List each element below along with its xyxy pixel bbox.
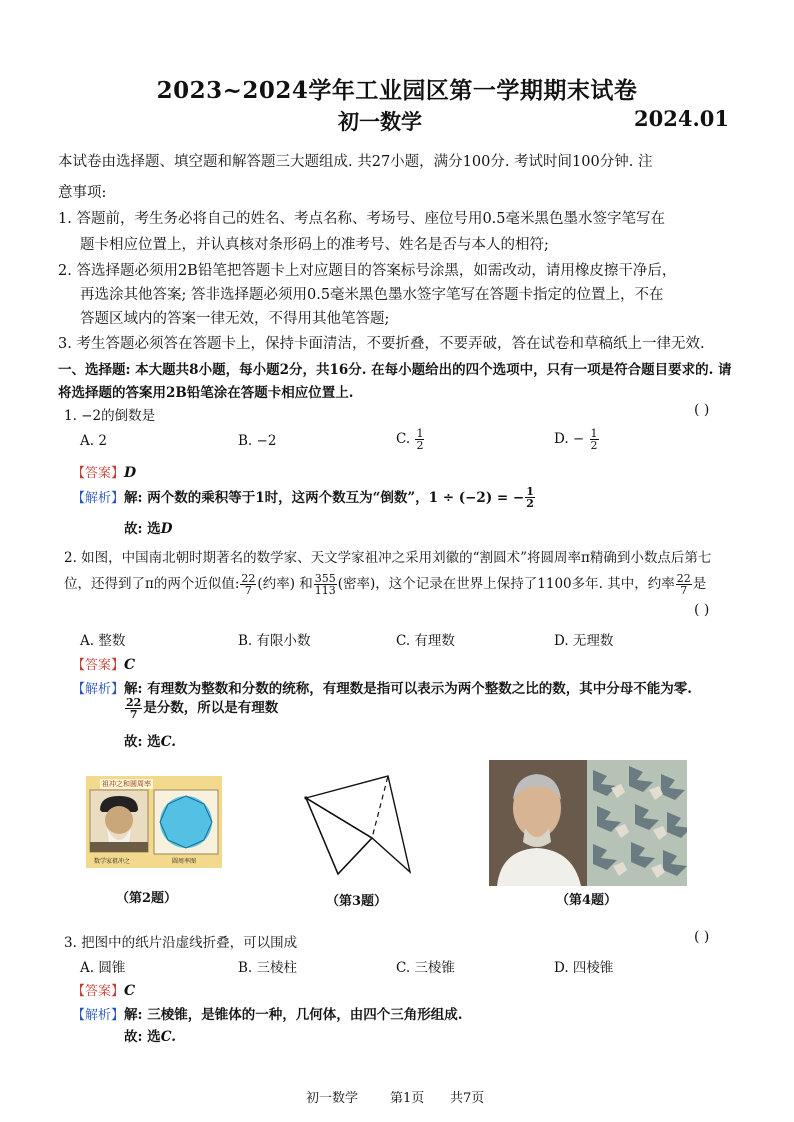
q2-stem-line-2: 位，还得到了π的两个近似值: $\frac{22}{7}$ (约率) 和 $\frac{355}{113}$ (密率)，这个记录在世界上保持了1100多年. 其中，约率 $\frac{22}{7}$ 是 [64,572,707,597]
q2-analysis-conclusion: 故: 选C. [124,734,176,750]
q1-analysis [72,486,536,509]
footer-total-pages: 共7页 [450,1091,485,1106]
q1-option-d [554,428,600,451]
analysis-tag: 【解析】 [72,491,125,506]
q1-analysis-fraction: $\frac{1}{2}$ [526,485,534,510]
section-1-heading-2: 将选择题的答案用2B铅笔涂在答题卡相应位置上. [58,385,354,401]
figure-2-drawing [86,776,222,868]
answer-tag: 【答案】 [72,658,125,673]
q2-analysis [72,677,692,697]
q2-analysis-line-2: $\frac{22}{7}$ 是分数，所以是有理数 [126,696,279,721]
q1-answer-value: D [124,465,137,481]
q2-stem-line-1: 2. 如图，中国南北朝时期著名的数学家、天文学家祖冲之采用刘徽的“割圆术”将圆周率π精确到小数点后第七 [64,550,712,566]
q2-analysis-fraction: $\frac{22}{7}$ [126,696,142,721]
answer-tag: 【答案】 [72,984,125,999]
section-1-heading: 一、选择题: 本大题共8小题，每小题2分，共16分. 在每小题给出的四个选项中，只有一项是符合题目要求的. 请 [58,362,732,378]
q2-analysis-text: 解: 有理数为整数和分数的统称，有理数是指可以表示为两个整数之比的数，其中分母不能为零. [124,681,692,697]
q3-answer [72,980,135,999]
q2-fraction-22-7-b: $\frac{22}{7}$ [676,572,691,597]
q2-answer-paren: ( ) [694,602,710,618]
q1-option-d-fraction: $\frac{1}{2}$ [590,427,598,452]
q1-analysis-conclusion: 故: 选D [124,521,173,537]
q3-analysis-conclusion: 故: 选C. [124,1029,176,1045]
instruction-item-1b: 题卡相应位置上，并认真核对条形码上的准考号、姓名是否与本人的相符; [80,237,549,253]
q3-stem: 3. 把图中的纸片沿虚线折叠，可以围成 [64,935,298,951]
q3-option-a: A. 圆锥 [80,960,126,976]
figure-2-caption: （第2题） [116,891,178,906]
footer-subject: 初一数学 [306,1091,359,1106]
figure-4-caption: （第4题） [556,893,618,908]
q1-analysis-text: 解: 两个数的乘积等于1时，这两个数互为“倒数”，1 ÷ (−2) = − [124,490,525,506]
exam-date: 2024.01 [634,106,729,131]
q3-option-c: C. 三棱锥 [396,960,455,976]
figure-2-label-right: 圆周率图 [172,858,197,865]
q1-option-c-label: C. [396,431,411,447]
q1-option-c [396,428,425,451]
q3-option-d: D. 四棱锥 [554,960,614,976]
q2-option-c: C. 有理数 [396,633,455,649]
q1-stem: 1. −2的倒数是 [64,408,156,424]
figure-2-label-left: 数学家祖冲之 [94,858,131,865]
q1-option-a: A. 2 [80,433,107,449]
instruction-item-2a: 2. 答选择题必须用2B铅笔把答题卡上对应题目的答案标号涂黑，如需改动，请用橡皮擦干净后， [58,263,677,279]
q1-option-b: B. −2 [238,433,277,449]
figure-4-image [489,760,687,886]
figure-4-drawing [489,760,687,886]
instructions-line-1: 本试卷由选择题、填空题和解答题三大题组成. 共27小题，满分100分. 考试时间100分钟. 注 [58,154,653,170]
q3-answer-paren: ( ) [694,929,710,945]
footer-page-number: 第1页 [390,1091,425,1106]
q3-analysis-text: 解: 三棱锥，是锥体的一种，几何体，由四个三角形组成. [124,1007,463,1023]
figure-3-caption: （第3题） [326,894,388,909]
instruction-item-2b: 再选涂其他答案; 答非选择题必须用0.5毫米黑色墨水签字笔写在答题卡指定的位置上，不在 [80,287,664,303]
q1-answer-paren: ( ) [694,402,710,418]
q2-option-b: B. 有限小数 [238,633,311,649]
q2-fraction-22-7: $\frac{22}{7}$ [241,572,256,597]
q1-option-c-fraction: $\frac{1}{2}$ [416,427,424,452]
q3-answer-value: C [124,983,136,999]
q2-option-a: A. 整数 [80,633,126,649]
answer-tag: 【答案】 [72,466,125,481]
subject-title: 初一数学 [338,109,422,134]
figure-2-image [86,776,222,868]
exam-title: 2023~2024学年工业园区第一学期期末试卷 [156,77,638,104]
q2-option-d: D. 无理数 [554,633,614,649]
figure-3-net [294,770,434,890]
instructions-line-2: 意事项: [58,185,107,201]
q1-option-d-label: D. − [554,431,585,447]
q2-fraction-355-113: $\frac{355}{113}$ [314,572,336,597]
q2-answer [72,654,135,673]
figure-2-label-top: 祖冲之和圆周率 [102,780,151,788]
instruction-item-2c: 答题区域内的答案一律无效，不得用其他笔答题; [80,311,390,327]
q2-answer-value: C [124,657,136,673]
instruction-item-3: 3. 考生答题必须答在答题卡上，保持卡面清洁，不要折叠，不要弄破，答在试卷和草稿纸上一律无效. [58,336,705,352]
analysis-tag: 【解析】 [72,682,125,697]
q3-option-b: B. 三棱柱 [238,960,298,976]
q1-answer [72,462,136,481]
instruction-item-1a: 1. 答题前，考生务必将自己的姓名、考点名称、考场号、座位号用0.5毫米黑色墨水签字笔写在 [58,211,665,227]
analysis-tag: 【解析】 [72,1008,125,1023]
q3-analysis [72,1003,462,1023]
